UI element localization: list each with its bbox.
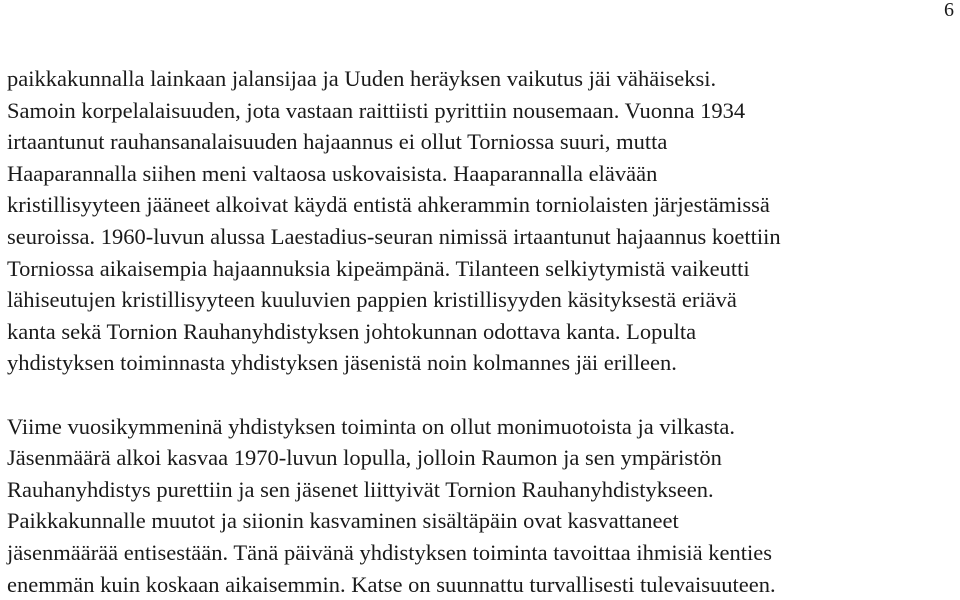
paragraph-1: [7, 63, 957, 379]
document-body: [7, 63, 957, 600]
text-line: jäsenmäärää entisestään. Tänä päivänä yhdistyksen toiminta tavoittaa ihmisiä kenties: [7, 539, 772, 565]
paragraph-2: [7, 411, 957, 600]
text-line: seuroissa. 1960-luvun alussa Laestadius-seuran nimissä irtaantunut hajaannus koettiin: [7, 223, 781, 249]
text-line: yhdistyksen toiminnasta yhdistyksen jäsenistä noin kolmannes jäi erilleen.: [7, 350, 677, 376]
text-line: Viime vuosikymmeninä yhdistyksen toiminta on ollut monimuotoista ja vilkasta.: [7, 413, 735, 439]
text-line: irtaantunut rauhansanalaisuuden hajaannus ei ollut Torniossa suuri, mutta: [7, 129, 668, 155]
text-line: paikkakunnalla lainkaan jalansijaa ja Uuden heräyksen vaikutus jäi vähäiseksi.: [7, 66, 717, 91]
text-line: Paikkakunnalle muutot ja siionin kasvaminen sisältäpäin ovat kasvattaneet: [7, 508, 679, 534]
text-line: Samoin korpelalaisuuden, jota vastaan raittiisti pyrittiin nousemaan. Vuonna 1934: [7, 97, 746, 123]
text-line: enemmän kuin koskaan aikaisemmin. Katse on suunnattu turvallisesti tulevaisuuteen.: [7, 571, 776, 597]
text-line: kanta sekä Tornion Rauhanyhdistyksen johtokunnan odottava kanta. Lopulta: [7, 318, 697, 344]
text-line: kristillisyyteen jääneet alkoivat käydä entistä ahkerammin torniolaisten järjestämissä: [7, 192, 770, 218]
text-line: Torniossa aikaisempia hajaannuksia kipeämpänä. Tilanteen selkiytymistä vaikeutti: [7, 255, 750, 281]
text-line: Haaparannalla siihen meni valtaosa uskovaisista. Haaparannalla elävään: [7, 160, 658, 186]
page-number: 6: [944, 0, 954, 21]
text-line: lähiseutujen kristillisyyteen kuuluvien pappien kristillisyyden käsityksestä eriävä: [7, 287, 737, 313]
text-line: Jäsenmäärä alkoi kasvaa 1970-luvun lopulla, jolloin Raumon ja sen ympäristön: [7, 445, 722, 471]
text-line: Rauhanyhdistys purettiin ja sen jäsenet liittyivät Tornion Rauhanyhdistykseen.: [7, 476, 714, 502]
